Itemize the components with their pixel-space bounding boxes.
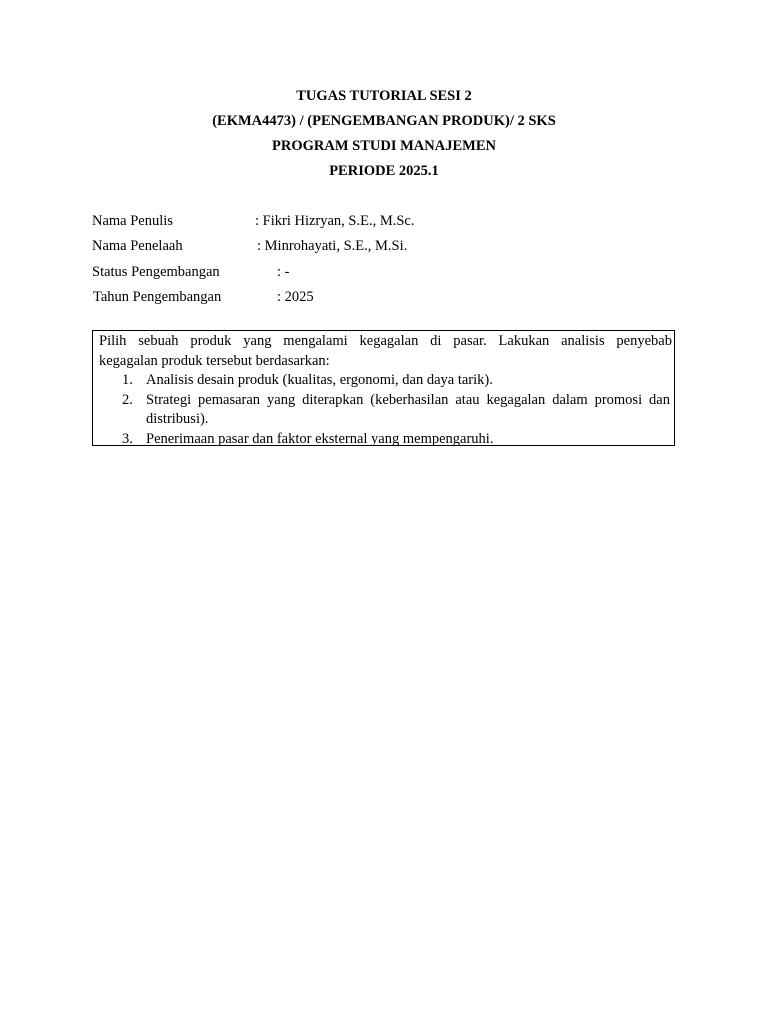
- meta-label-reviewer: Nama Penelaah: [92, 238, 183, 254]
- header-period: PERIODE 2025.1: [329, 163, 439, 179]
- header-title: TUGAS TUTORIAL SESI 2: [296, 88, 472, 104]
- task-item-1: [93, 371, 674, 391]
- task-intro-line-2: kegagalan produk tersebut berdasarkan:: [99, 352, 330, 369]
- task-item-text: Penerimaan pasar dan faktor eksternal yang mempengaruhi.: [146, 430, 494, 447]
- meta-value-author: : Fikri Hizryan, S.E., M.Sc.: [255, 213, 415, 229]
- task-item-2: [93, 391, 674, 430]
- meta-value-year: : 2025: [277, 289, 314, 305]
- task-item-number: 1.: [122, 372, 133, 388]
- task-list: [93, 371, 674, 449]
- task-item-text: [146, 391, 670, 428]
- task-item-number: 2.: [122, 391, 133, 408]
- task-item-text-line-1: Strategi pemasaran yang diterapkan (keberhasilan atau kegagalan dalam promosi dan: [146, 391, 670, 408]
- task-box: [92, 330, 675, 446]
- task-item-text: Analisis desain produk (kualitas, ergonomi, dan daya tarik).: [146, 372, 493, 388]
- task-item-3: [93, 430, 674, 450]
- header-program: PROGRAM STUDI MANAJEMEN: [272, 138, 496, 154]
- meta-label-author: Nama Penulis: [92, 213, 173, 229]
- meta-label-status: Status Pengembangan: [92, 264, 220, 280]
- meta-label-year: Tahun Pengembangan: [93, 289, 222, 305]
- meta-value-reviewer: : Minrohayati, S.E., M.Si.: [257, 238, 408, 254]
- task-intro-line-1: Pilih sebuah produk yang mengalami kegagalan di pasar. Lakukan analisis penyebab: [99, 333, 672, 349]
- task-item-text-line-2: distribusi).: [146, 411, 209, 427]
- header-course: (EKMA4473) / (PENGEMBANGAN PRODUK)/ 2 SKS: [212, 113, 556, 129]
- task-item-number: 3.: [122, 430, 133, 447]
- meta-value-status: : -: [277, 264, 290, 280]
- task-intro: [99, 332, 672, 371]
